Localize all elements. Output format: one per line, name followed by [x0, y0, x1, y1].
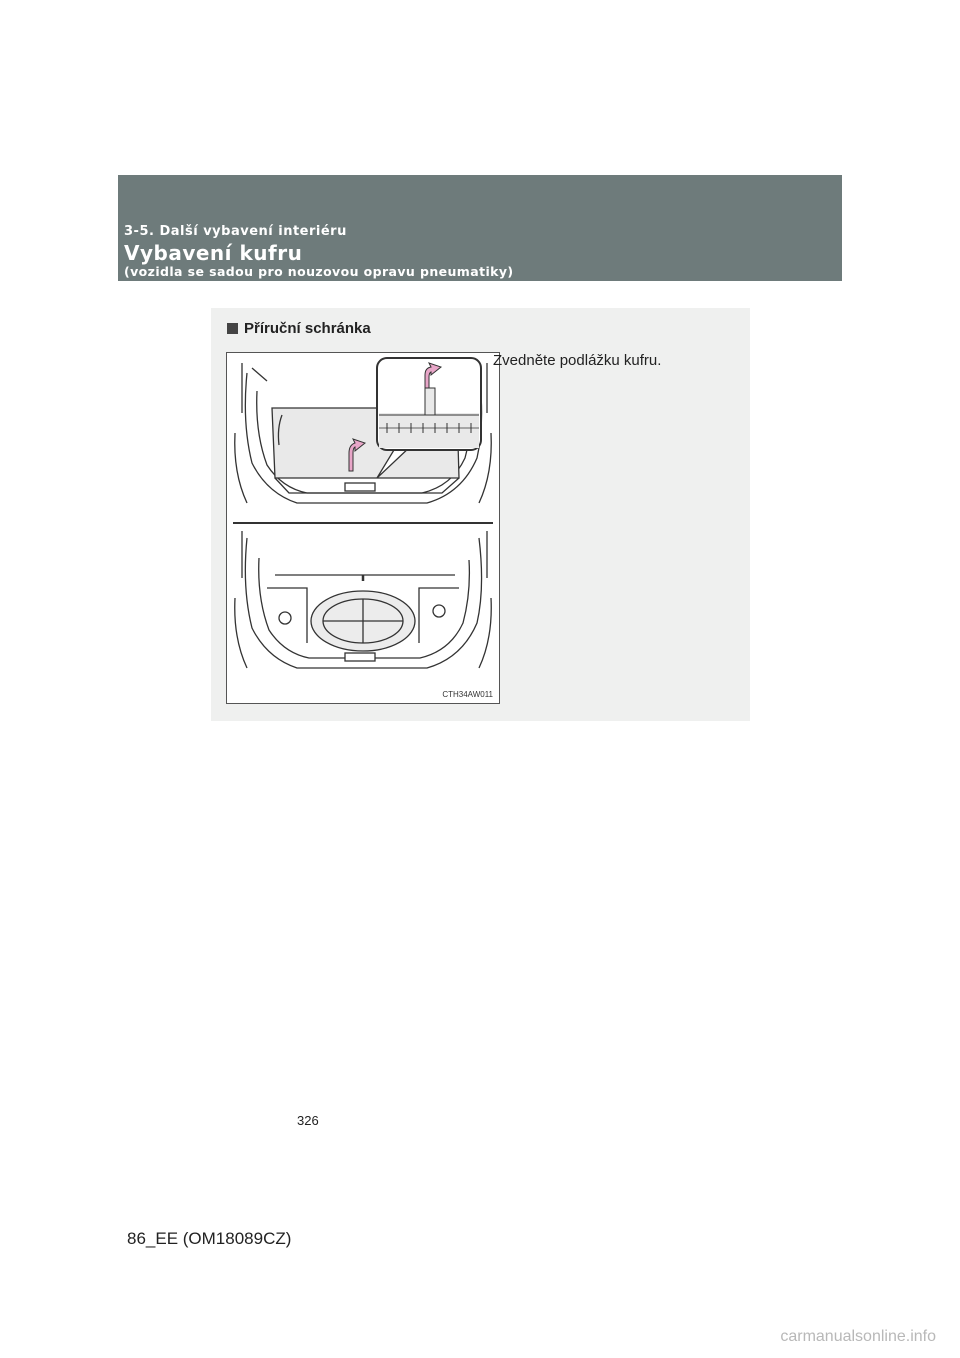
- content-panel: [211, 308, 750, 721]
- trunk-bottom-drawing: [235, 531, 492, 668]
- square-bullet-icon: [227, 323, 238, 334]
- panel-heading: [227, 320, 371, 337]
- section-label: 3-5. Další vybavení interiéru: [124, 224, 347, 239]
- trunk-illustration-svg: [227, 353, 499, 703]
- document-code: 86_EE (OM18089CZ): [127, 1229, 292, 1248]
- instruction-text: Zvedněte podlážku kufru.: [493, 352, 662, 369]
- figure-code: CTH34AW011: [442, 690, 493, 699]
- page-number: 326: [297, 1113, 319, 1128]
- panel-heading-text: Příruční schránka: [244, 320, 371, 337]
- trunk-illustration: [226, 352, 500, 704]
- chapter-header: [118, 175, 842, 281]
- page-subtitle: (vozidla se sadou pro nouzovou opravu pneumatiky): [124, 264, 514, 279]
- watermark: carmanualsonline.info: [780, 1328, 936, 1345]
- page-title: Vybavení kufru: [124, 241, 303, 265]
